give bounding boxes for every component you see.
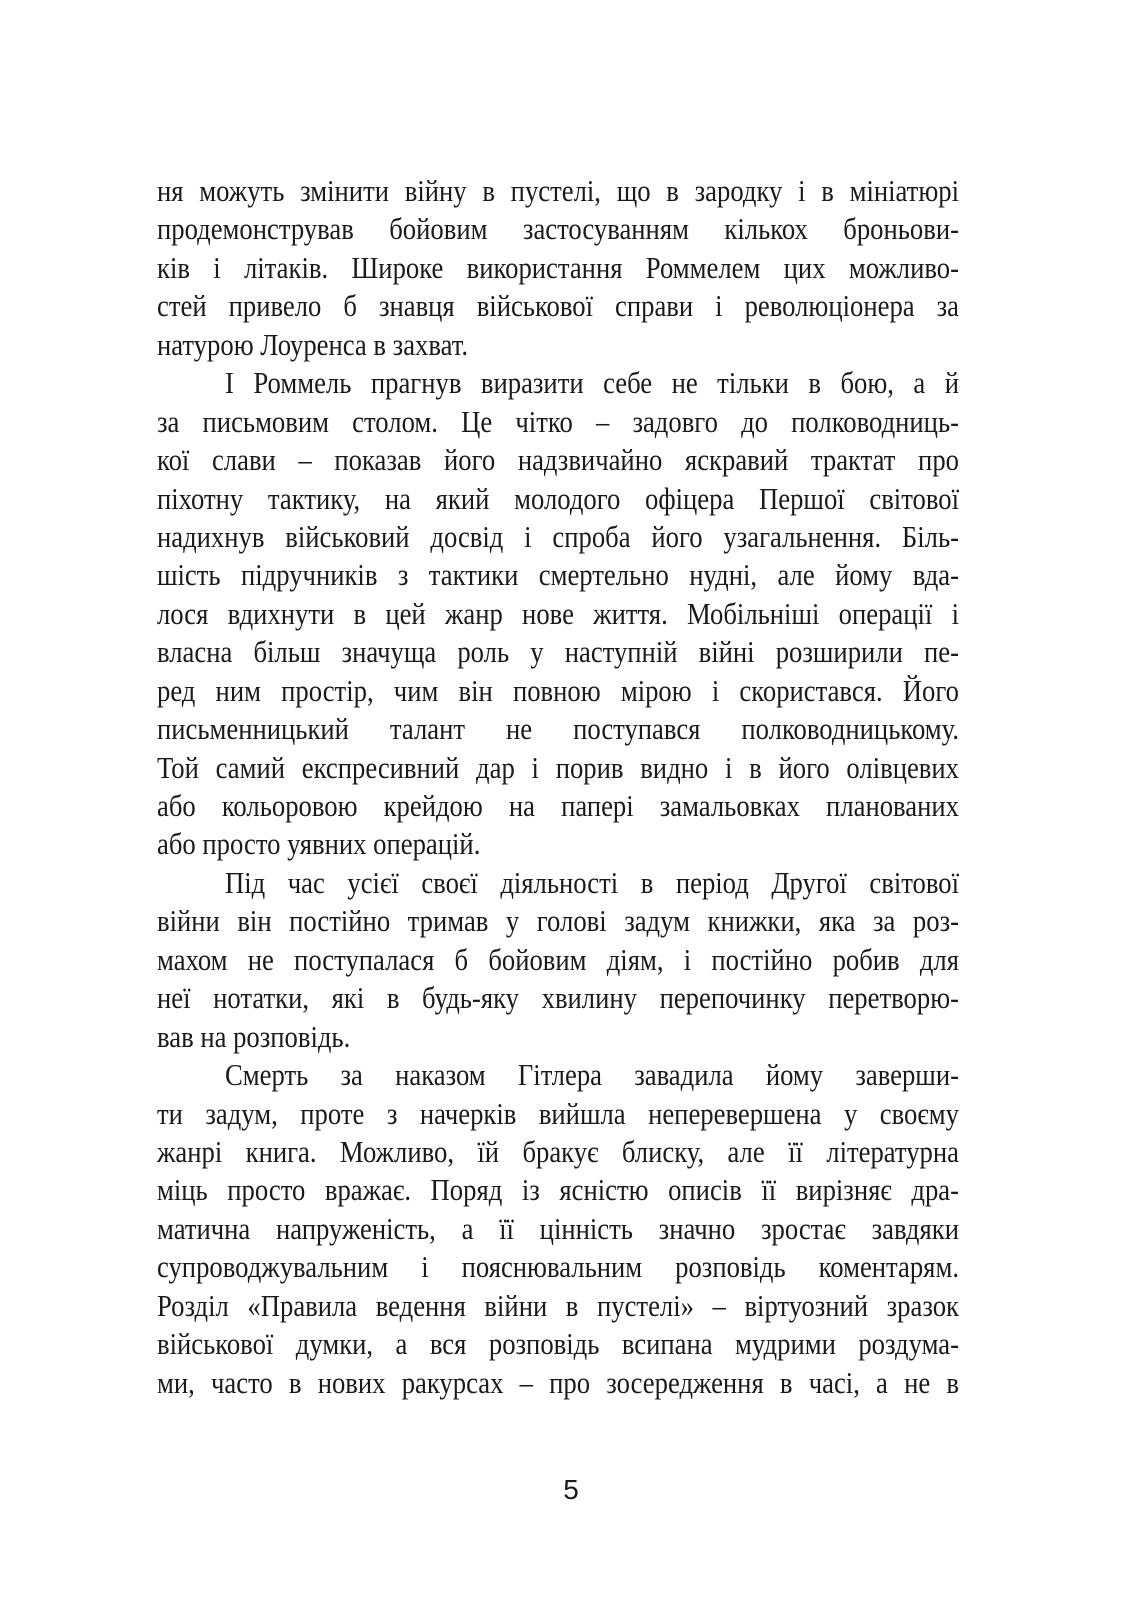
text-line-content: жанрі книга. Можливо, їй бракує блиску, але її літературна xyxy=(157,1133,959,1169)
text-line-content: махом не поступалася б бойовим діям, і постійно робив для xyxy=(157,941,959,977)
text-line xyxy=(157,210,959,248)
text-line-content: лося вдихнути в цей жанр нове життя. Мобільніші операції і xyxy=(157,595,959,631)
text-line-content: Під час усієї своєї діяльності в період Другої світової xyxy=(225,864,959,900)
text-line xyxy=(157,672,959,710)
text-line-content: стей привело б знавця військової справи і революціонера за xyxy=(157,288,959,324)
text-line-content: ред ним простір, чим він повною мірою і скористався. Його xyxy=(157,672,959,708)
text-line xyxy=(157,787,959,825)
paragraph xyxy=(157,1056,959,1402)
text-line xyxy=(157,1325,959,1363)
text-line-content: або просто уявних операцій. xyxy=(157,826,481,862)
text-line xyxy=(157,364,959,402)
text-line-content: надихнув військовий досвід і спроба його узагальнення. Біль- xyxy=(157,518,959,554)
text-line xyxy=(157,441,959,479)
text-line xyxy=(157,902,959,940)
text-line-content: ми, часто в нових ракурсах – про зосередження в часі, а не в xyxy=(157,1364,959,1400)
text-line xyxy=(157,1248,959,1286)
text-line-content: Той самий експресивний дар і порив видно і в його олівцевих xyxy=(157,749,959,785)
text-line-content: Розділ «Правила ведення війни в пустелі» – віртуозний зразок xyxy=(157,1287,959,1323)
text-line-content: неї нотатки, які в будь-яку хвилину перепочинку перетворю- xyxy=(157,980,959,1016)
text-line xyxy=(157,1364,959,1402)
paragraph xyxy=(157,172,959,364)
text-line xyxy=(157,249,959,287)
text-line-content: шість підручників з тактики смертельно нудні, але йому вда- xyxy=(157,557,959,593)
text-line xyxy=(157,979,959,1017)
text-line xyxy=(157,749,959,787)
page-number: 5 xyxy=(563,1474,579,1505)
text-line-content: війни він постійно тримав у голові задум книжки, яка за роз- xyxy=(157,903,959,939)
text-line xyxy=(157,326,959,364)
text-line-content: матична напруженість, а її цінність значно зростає завдяки xyxy=(157,1210,959,1246)
text-line-content: Смерть за наказом Гітлера завадила йому заверши- xyxy=(225,1057,959,1093)
text-line xyxy=(157,480,959,518)
text-line-content: супроводжувальним і пояснювальним розповідь коментарям. xyxy=(157,1249,959,1285)
text-line-content: продемонстрував бойовим застосуванням кількох броньови- xyxy=(157,211,959,247)
text-line xyxy=(157,633,959,671)
text-line-content: вав на розповідь. xyxy=(157,1018,351,1054)
text-line-content: натурою Лоуренса в захват. xyxy=(157,326,469,362)
text-line-content: письменницький талант не поступався полководницькому. xyxy=(157,711,959,747)
text-line xyxy=(157,595,959,633)
text-line-content: або кольоровою крейдою на папері замальовках планованих xyxy=(157,788,959,823)
text-line xyxy=(157,710,959,748)
text-line-content: І Роммель прагнув виразити себе не тільки в бою, а й xyxy=(225,365,959,401)
text-line xyxy=(157,403,959,441)
text-line xyxy=(157,1133,959,1171)
text-line xyxy=(157,1171,959,1209)
text-line xyxy=(157,518,959,556)
text-line-content: ня можуть змінити війну в пустелі, що в зародку і в мініатюрі xyxy=(157,173,959,208)
text-line xyxy=(157,941,959,979)
text-line xyxy=(157,864,959,902)
paragraph xyxy=(157,364,959,864)
text-line xyxy=(157,1056,959,1094)
text-line-content: ти задум, проте з начерків вийшла неперевершена у своєму xyxy=(157,1095,959,1131)
paragraph xyxy=(157,864,959,1056)
text-line xyxy=(157,1210,959,1248)
text-line-content: військової думки, а вся розповідь всипана мудрими роздума- xyxy=(157,1326,959,1362)
body-text xyxy=(157,172,959,1402)
text-line xyxy=(157,287,959,325)
text-line xyxy=(157,172,959,210)
text-line xyxy=(157,556,959,594)
text-line xyxy=(157,825,959,863)
text-line xyxy=(157,1095,959,1133)
text-line-content: піхотну тактику, на який молодого офіцера Першої світової xyxy=(157,480,959,516)
text-line-content: кої слави – показав його надзвичайно яскравий трактат про xyxy=(157,442,959,478)
text-line-content: власна більш значуща роль у наступній війні розширили пе- xyxy=(157,634,959,670)
text-line xyxy=(157,1018,959,1056)
text-line-content: ків і літаків. Широке використання Роммелем цих можливо- xyxy=(157,249,959,285)
text-line-content: за письмовим столом. Це чітко – задовго до полководниць- xyxy=(157,403,959,439)
text-line xyxy=(157,1287,959,1325)
text-line-content: міць просто вражає. Поряд із ясністю описів її вирізняє дра- xyxy=(157,1172,959,1208)
